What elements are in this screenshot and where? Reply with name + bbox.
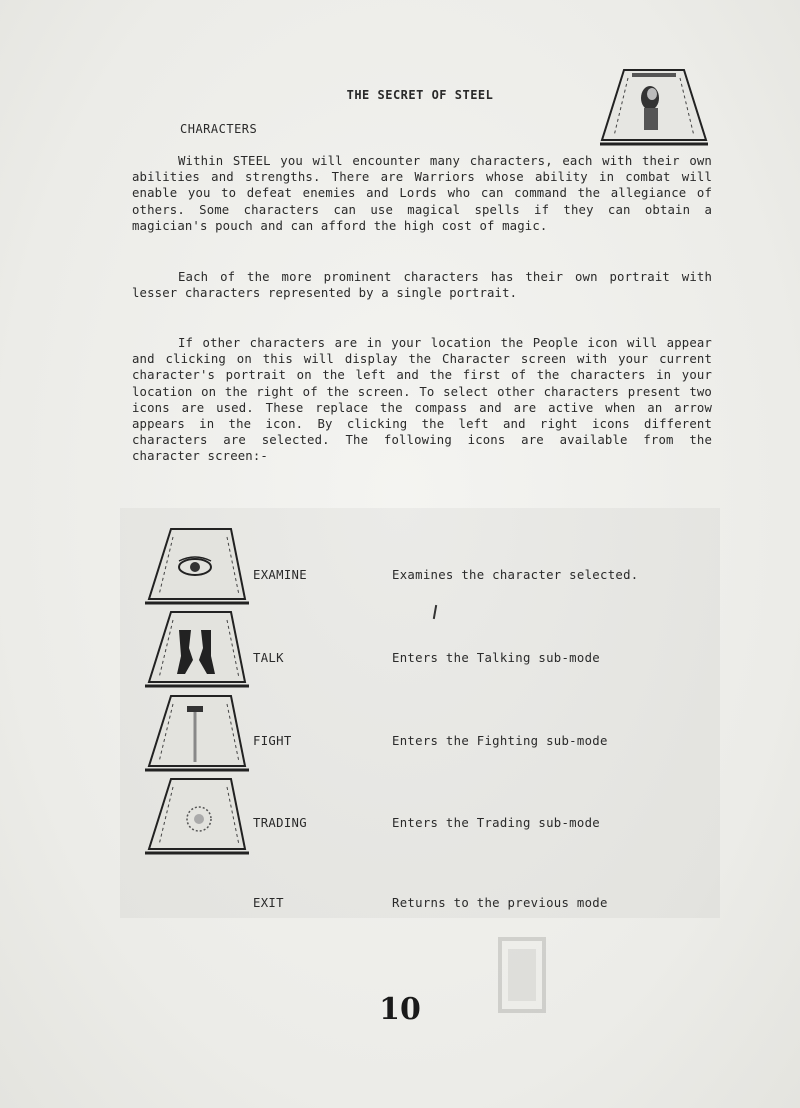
icon-name-talk: TALK xyxy=(253,651,284,665)
icon-desc-examine: Examines the character selected. xyxy=(392,568,639,582)
icon-desc-talk: Enters the Talking sub-mode xyxy=(392,651,600,665)
icon-desc-fight: Enters the Fighting sub-mode xyxy=(392,734,608,748)
paragraph-3: If other characters are in your location the People icon will appear and clicking on this will display the Character screen with your current character's portrait on the left and the first of the characters in your location on the right of the screen. To select other characters present two icons are used. These replace the compass and are active when an arrow appears in the icon. By clicking the left and right icons different characters are selected. The following icons are available from the character screen:- xyxy=(132,336,712,464)
sword-icon xyxy=(145,692,257,774)
page-title: THE SECRET OF STEEL xyxy=(346,88,494,102)
page-number: 10 xyxy=(379,992,421,1027)
people-portrait-icon xyxy=(598,66,710,148)
two-faces-icon xyxy=(145,608,257,690)
icon-name-fight: FIGHT xyxy=(253,734,292,748)
icon-row-trading xyxy=(145,775,715,855)
icon-row-talk xyxy=(145,608,715,688)
section-heading: CHARACTERS xyxy=(180,122,258,136)
icon-desc-trading: Enters the Trading sub-mode xyxy=(392,816,600,830)
icon-name-examine: EXAMINE xyxy=(253,568,307,582)
icon-row-exit xyxy=(145,858,715,938)
icon-row-fight xyxy=(145,692,715,772)
icon-desc-exit: Returns to the previous mode xyxy=(392,896,608,910)
coin-icon xyxy=(145,775,257,857)
paragraph-1: Within STEEL you will encounter many characters, each with their own abilities and strengths. There are Warriors whose ability in combat will enable you to defeat enemies and Lords who can command the allegiance of others. Some characters can use magical spells if they can obtain a magician's pouch and can afford the high cost of magic. xyxy=(132,154,712,233)
icon-row-examine xyxy=(145,525,715,605)
paragraph-2: Each of the more prominent characters has their own portrait with lesser characters represented by a single portrait. xyxy=(132,270,712,301)
eye-icon xyxy=(145,525,257,607)
icon-name-trading: TRADING xyxy=(253,816,307,830)
icon-name-exit: EXIT xyxy=(253,896,284,910)
